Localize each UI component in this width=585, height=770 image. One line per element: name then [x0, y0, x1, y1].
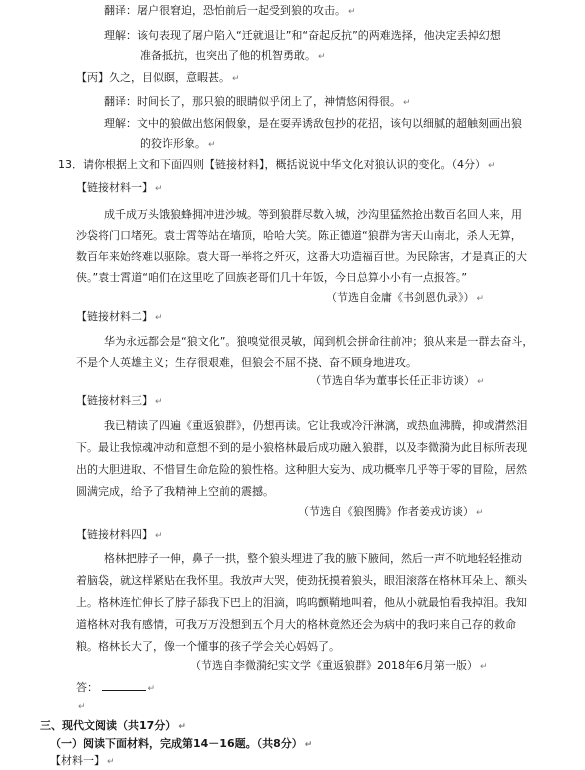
section3-title: 三、现代文阅读（共17分） ↵: [40, 719, 186, 732]
bing-title: 【丙】久之，目似瞑，意暇甚。 ↵: [76, 71, 240, 84]
fanyi2-line: 翻译：时间长了，那只狼的眼睛似乎闭上了，神情悠闲得很。 ↵: [104, 95, 411, 108]
fanyi-text: 屠户很窘迫，恐怕前后一起受到狼的攻击。: [137, 4, 346, 17]
m3-label: 【链接材料三】 ↵: [76, 394, 163, 407]
m3-paragraph: 我已精读了四遍《重返狼群》，仍想再读。它让我或冷汗淋漓，或热血沸腾，抑或潸然泪 下。最让我惊魂冲动和意想不到的是小狼格林最后成功融入狼群，以及李微漪为此目标所表现 出的大胆进取、不惜冒生命危险的狼性格。这种胆大妄为、成功概率几乎等于零的冒险，居然 圆满完成，给予了我精神上空前的震撼。: [76, 419, 528, 498]
m2-label: 【链接材料二】 ↵: [76, 310, 163, 323]
lijie2-line-2: 的狡诈形象。 ↵: [140, 137, 216, 150]
section3-sub: （一）阅读下面材料，完成第14－16题。（共8分） ↵: [50, 737, 313, 750]
answer-blank[interactable]: [102, 679, 146, 691]
fanyi2-text: 时间长了，那只狼的眼睛似乎闭上了，神情悠闲得很。: [137, 95, 401, 108]
m1-paragraph: 成千成万头饿狼蜂拥冲进沙城。等到狼群尽数入城，沙沟里猛然抢出数百名回人来，用 沙袋将门口堵死。袁士霄等站在墙顶，哈哈大笑。陈正德道“狼群为害天山南北，杀人无算， 数百年来始终难以驱除。袁大哥一举将之歼灭，这番大功造福百世。为民除害，才是真正的大 侠。”袁士霄道“咱们在这里吃了回族老哥们几十年饭，今日总算小小有一点报答。”: [76, 208, 527, 284]
lijie-line-1: [104, 28, 501, 44]
m3-source: （节选自《狼图腾》作者姜戎访谈） ↵: [298, 505, 484, 518]
m4-source: （节选自李微漪纪实文学《重返狼群》2018年6月第一版） ↵: [190, 659, 488, 672]
m1-source: （节选自金庸《书剑恩仇录》） ↵: [326, 291, 485, 304]
m4-label: 【链接材料四】 ↵: [76, 528, 163, 541]
lijie-text-1: 该句表现了屠户陷入“迁就退让”和“奋起反抗”的两难选择，他决定丢掉幻想: [137, 29, 501, 42]
fanyi-line: 翻译：屠户很窘迫，恐怕前后一起受到狼的攻击。 ↵: [104, 4, 356, 17]
fanyi-label: 翻译：: [104, 4, 137, 17]
m2-paragraph: 华为永远都会是“狼文化”。狼嗅觉很灵敏，闻到机会拼命往前冲；狼从来是一群去奋斗， 不是个人英雄主义；生存很艰难，但狼会不屈不挠、奋不顾身地进攻。: [76, 335, 534, 369]
section3-m1-label: 【材料一】 ↵: [50, 754, 115, 767]
m1-label: 【链接材料一】 ↵: [76, 181, 163, 194]
answer-line: 答： ↵: [76, 681, 156, 694]
lijie2-line-1: 理解：文中的狼做出悠闲假象，是在耍弄诱敌包抄的花招，该句以细腻的超触刻画出狼: [104, 117, 522, 130]
answer-label: 答：: [76, 681, 98, 694]
lijie-line-2: 准备抵抗，也突出了他的机智勇敢。 ↵: [140, 49, 326, 62]
q13-stem: 13．请你根据上文和下面四则【链接材料】，概括说说中华文化对狼认识的变化。（4分） ↵: [58, 158, 496, 171]
lijie2-text-1: 文中的狼做出悠闲假象，是在耍弄诱敌包抄的花招，该句以细腻的超触刻画出狼: [137, 117, 522, 130]
m2-source: （节选自华为董事长任正非访谈） ↵: [310, 374, 485, 387]
lijie-label: 理解：: [104, 29, 137, 42]
m4-paragraph: 格林把脖子一伸，鼻子一拱，整个狼头埋进了我的腋下腋间，然后一声不吭地轻轻推动 着脑袋，就这样紧贴在我怀里。我放声大哭，使劲抚摸着狼头，眼泪滚落在格林耳朵上、额头 上。格林连忙伸长了脖子舔我下巴上的泪滴，呜呜颤鞘地叫着，他从小就最怕看我掉泪。我知 道格林对我有感情，可我万万没想到五个月大的格林竟然还会为病中的我叼来自己存的救命 粮。格林长大了，像一个懂事的孩子学会关心妈妈了。: [76, 552, 527, 653]
empty-paragraph-mark: ↵: [78, 702, 86, 712]
